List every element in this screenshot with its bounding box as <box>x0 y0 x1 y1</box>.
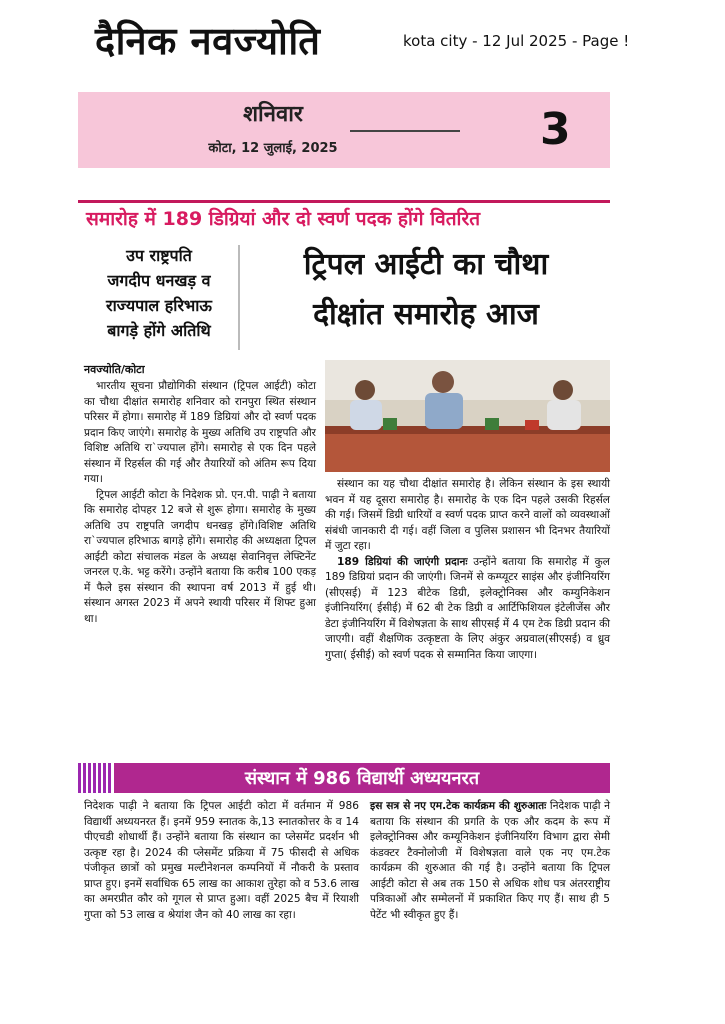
header-divider <box>350 130 460 132</box>
header-day: शनिवार <box>243 101 303 127</box>
page-number: 3 <box>540 104 571 155</box>
article-deck <box>84 243 234 343</box>
headline-line: ट्रिपल आईटी का चौथा <box>303 247 549 282</box>
article-byline: नवज्योति/कोटा <box>84 363 145 376</box>
subheading: इस सत्र से नए एम.टेक कार्यक्रम की शुरुआतः <box>370 800 547 812</box>
deck-line: बागड़े होंगे अतिथि <box>107 321 211 340</box>
article-headline <box>245 240 607 340</box>
article-column-2 <box>325 477 610 663</box>
deck-line: राज्यपाल हरिभाऊ <box>106 296 212 315</box>
edition-page-info: kota city - 12 Jul 2025 - Page ! <box>403 32 630 50</box>
paragraph: निदेशक पाढ़ी ने बताया कि ट्रिपल आईटी कोटा में वर्तमान में 986 विद्यार्थी अध्ययनरत हैं। इनमें 959 स्नातक के,13 स्नातकोत्तर के व 14 पीएचडी शोधार्थी हैं। उन्होंने बताया कि संस्थान का प्लेसमेंट प्रदर्शन भी उत्कृष्ट रहा है। 2024 की प्लेसमेंट प्रक्रिया में 75 फीसदी से अधिक पंजीकृत छात्रों को प्रमुख मल्टीनेशनल कम्पनियों में नौकरी के प्रस्ताव प्राप्त हुए। इनमें सर्वाधिक 65 लाख का आकाश तुरेहा को व 53.6 लाख का अमरप्रीत कौर को गूगल से प्राप्त हुआ। वहीं 2025 बैच में रियाशी गुप्ता को 53 लाख व श्रेयांश जैन को 40 लाख का रहा। <box>84 800 359 921</box>
photo-illustration <box>325 360 610 472</box>
article-column-1 <box>84 379 316 627</box>
deck-separator <box>238 245 240 350</box>
paragraph: भारतीय सूचना प्रौद्योगिकी संस्थान (ट्रिपल आईटी) कोटा का चौथा दीक्षांत समारोह शनिवार को रानपुरा स्थित संस्थान परिसर में होगा। समारोह में 189 डिग्रियां और दो स्वर्ण पदक प्रदान किए जाएंगे। समारोह के मुख्य अतिथि उप राष्ट्रपति और विशिष्ट अतिथि रा`ज्यपाल होंगे। समारोह से एक दिन पहले संस्थान में रिहर्सल की गई और तैयारियों को अंतिम रूप दिया गया। <box>84 380 316 485</box>
subheading: 189 डिग्रियां की जाएंगी प्रदानः <box>337 555 468 568</box>
paragraph-text: निदेशक पाढ़ी ने बताया कि संस्थान की प्रगति के एक और कदम के रूप में इलेक्ट्रोनिक्स और कम्यूनिकेशन इंजीनियरिंग विभाग द्वारा सेमी कंडक्टर टैक्नोलोजी में विशेषज्ञता वाले एक नए एम.टेक कार्यक्रम की शुरुआत की गई है। उन्होंने बताया कि ट्रिपल आईटी कोटा से अब तक 150 से अधिक शोध पत्र अंतरराष्ट्रीय पत्रिकाओं और सम्मेलनों में प्रकाशित किए गए हैं। साथ ही 5 पेटेंट भी स्वीकृत हुए हैं। <box>370 800 610 921</box>
event-photo <box>325 360 610 472</box>
paragraph: ट्रिपल आईटी कोटा के निदेशक प्रो. एन.पी. पाढ़ी ने बताया कि समारोह दोपहर 12 बजे से शुरू होगा। समारोह के मुख्य अतिथि उप राष्ट्रपति जगदीप धनखड़ होंगे।विशिष्ट अतिथि रा`ज्यपाल हरिभाऊ बागड़े होंगे। समारोह की अध्यक्षता ट्रिपल आईटी कोटा संचालक मंडल के अध्यक्ष सेवानिवृत्त लेफ्टिनेंट जनरल ए.के. भट्ट करेंगे। उन्होंने बताया कि करीब 100 एकड़ में फैले इस संस्थान की स्थापना वर्ष 2013 में हुई थी। संस्थान अगस्त 2023 में अपने स्थायी परिसर में शिफ्ट हुआ था। <box>84 488 316 625</box>
deck-line: जगदीप धनखड़ व <box>107 271 211 290</box>
section-column-right <box>370 799 610 923</box>
deck-line: उप राष्ट्रपति <box>126 246 192 265</box>
article-kicker: समारोह में 189 डिग्रियां और दो स्वर्ण पदक होंगे वितरित <box>86 208 481 230</box>
paragraph <box>370 799 610 923</box>
section-bar-stripes <box>78 763 112 793</box>
paragraph: संस्थान का यह चौथा दीक्षांत समारोह है। लेकिन संस्थान के इस स्थायी भवन में यह दूसरा समारोह है। समारोह के एक दिन पहले उसकी रिहर्सल की गई। जिसमें डिग्री धारियों व स्वर्ण पदक प्राप्त करने वालों को व्यवस्थाओं संबंधी जानकारी दी गई। वहीं जिला व पुलिस प्रशासन भी दिनभर तैयारियों में जुटा रहा। <box>325 478 610 552</box>
paragraph <box>325 555 610 664</box>
header-date: कोटा, 12 जुलाई, 2025 <box>208 141 338 156</box>
section-heading-bar <box>78 763 610 793</box>
section-heading: संस्थान में 986 विद्यार्थी अध्ययनरत <box>244 768 480 789</box>
headline-line: दीक्षांत समारोह आज <box>313 297 539 332</box>
section-column-left <box>84 799 359 923</box>
newspaper-masthead: दैनिक नवज्योति <box>95 18 321 63</box>
paragraph-text: उन्होंने बताया कि समारोह में कुल 189 डिग्रियां प्रदान की जाएंगी। जिनमें से कम्प्यूटर साइंस और इंजीनियरिंग (सीएसई) में 123 बीटेक डिग्री, इलेक्ट्रोनिक्स और कम्युनिकेशन इंजीनियरिंग( ईसीई) में 62 बी टेक डिग्री व आर्टिफिशियल इंटेलीजेंस और डेटा इंजीनियरिंग में विशेषज्ञता के साथ सीएसई में 4 एम टेक डिग्री प्रदान की जाएगी। वहीं शैक्षणिक उत्कृष्टता के लिए अंकुर अग्रवाल(सीएसई) व ध्रुव गुप्ता( ईसीई) को स्वर्ण पदक से सम्मानित किया जाएगा। <box>325 555 610 661</box>
